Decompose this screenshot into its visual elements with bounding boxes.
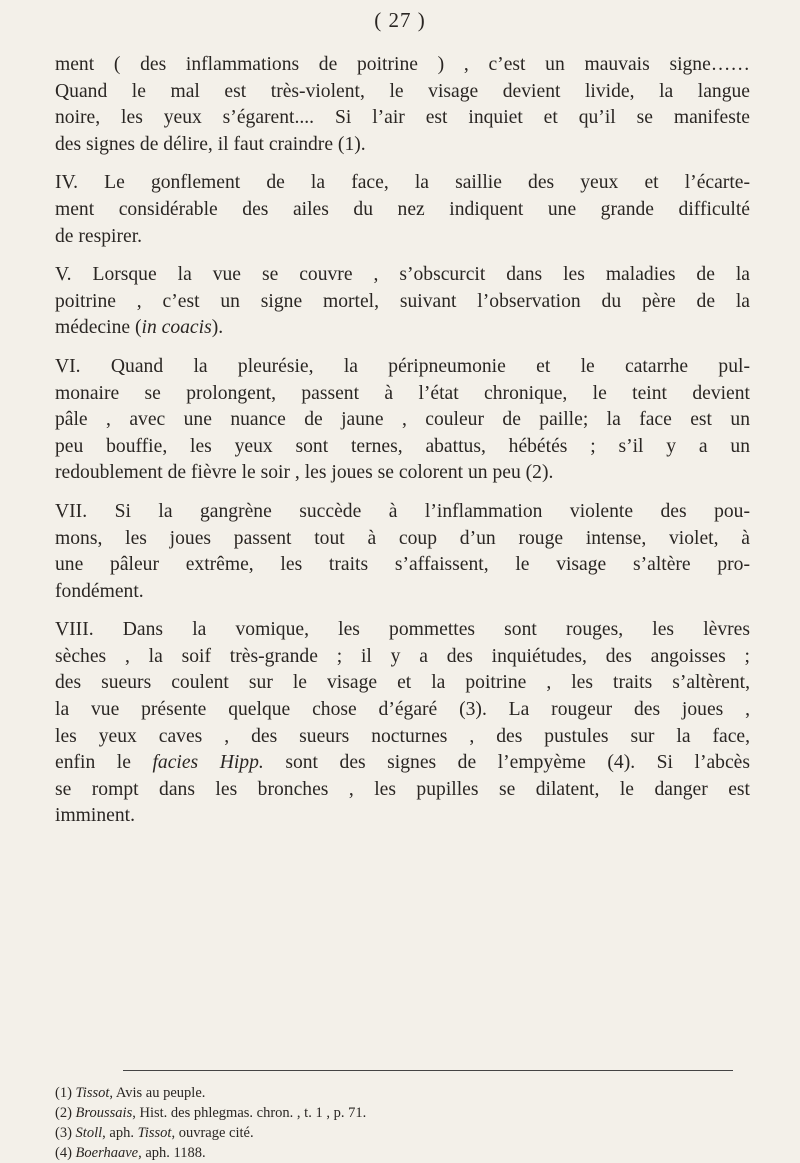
footnote-author: Stoll xyxy=(75,1125,103,1141)
paragraph-iv xyxy=(55,170,750,250)
footnote-mark: (2) xyxy=(55,1105,76,1121)
footnote-text: , Hist. des phlegmas. chron. , t. 1 , p. 71. xyxy=(132,1105,367,1121)
text-line: pâle , avec une nuance de jaune , couleur de paille; la face est un xyxy=(55,409,750,431)
text-line: ment ( des inflammations de poitrine ) , c’est un mauvais signe…… xyxy=(55,54,750,75)
text-line: VII. Si la gangrène succède à l’inflammation violente des pou- xyxy=(55,500,750,522)
footnote-author: Boerhaave xyxy=(75,1145,139,1161)
page-number: ( 27 ) xyxy=(374,8,426,32)
footnote-text: , aph. xyxy=(102,1125,138,1141)
footnote-2 xyxy=(55,1103,695,1123)
footnote-text: , aph. 1188. xyxy=(138,1145,206,1161)
paragraph-vi xyxy=(55,354,750,487)
footnote-text: , ouvrage cité. xyxy=(171,1125,254,1141)
latin-term: facies Hipp. xyxy=(152,752,264,774)
text-line: VIII. Dans la vomique, les pommettes sont rouges, les lèvres xyxy=(55,619,750,641)
text-line: des sueurs coulent sur le visage et la poitrine , les traits s’altèrent, xyxy=(55,672,750,694)
footnote-divider xyxy=(123,1070,733,1071)
text-line: peu bouffie, les yeux sont ternes, abattus, hébétés ; s’il y a un xyxy=(55,435,750,457)
text-run: sont des signes de l’empyème (4). Si l’abcès xyxy=(263,752,751,774)
footnotes xyxy=(55,1083,695,1163)
text-line: noire, les yeux s’égarent.... Si l’air est inquiet et qu’il se manifeste xyxy=(55,107,750,129)
text-line: VI. Quand la pleurésie, la péripneumonie et le catarrhe pul- xyxy=(55,355,750,377)
footnote-4 xyxy=(55,1143,695,1163)
text-line: de respirer. xyxy=(55,225,143,247)
footnote-author: Broussais xyxy=(75,1105,133,1121)
text-line: monaire se prolongent, passent à l’état chronique, le teint devient xyxy=(55,382,750,404)
text-line xyxy=(55,750,750,777)
text-line: Quand le mal est très-violent, le visage devient livide, la langue xyxy=(55,80,750,102)
footnote-author: Tissot xyxy=(137,1125,172,1141)
footnote-3 xyxy=(55,1123,695,1143)
text-line xyxy=(55,315,750,342)
text-line: la vue présente quelque chose d’égaré (3). La rougeur des joues , xyxy=(55,699,750,721)
paragraph-vii xyxy=(55,499,750,605)
text-line: redoublement de fièvre le soir , les joues se colorent un peu (2). xyxy=(55,462,554,484)
text-line: des signes de délire, il faut craindre (1). xyxy=(55,133,366,155)
text-line: ment considérable des ailes du nez indiquent une grande difficulté xyxy=(55,198,750,220)
footnote-1 xyxy=(55,1083,695,1103)
footnote-author: Tissot xyxy=(75,1085,110,1101)
body-text xyxy=(55,52,750,842)
text-run: médecine ( xyxy=(55,317,142,339)
paragraph-v xyxy=(55,262,750,342)
footnote-mark: (1) xyxy=(55,1085,76,1101)
text-line: imminent. xyxy=(55,805,136,827)
text-run: enfin le xyxy=(55,752,153,774)
text-line: V. Lorsque la vue se couvre , s’obscurcit dans les maladies de la xyxy=(55,264,750,286)
paragraph-viii xyxy=(55,617,750,830)
text-line: les yeux caves , des sueurs nocturnes , des pustules sur la face, xyxy=(55,725,750,747)
footnote-text: , Avis au peuple. xyxy=(109,1085,206,1101)
text-run: ). xyxy=(211,317,224,339)
text-line: mons, les joues passent tout à coup d’un rouge intense, violet, à xyxy=(55,527,750,549)
text-line: fondément. xyxy=(55,580,144,602)
text-line: IV. Le gonflement de la face, la saillie des yeux et l’écarte- xyxy=(55,172,750,194)
paragraph-continuation xyxy=(55,52,750,158)
footnote-mark: (3) xyxy=(55,1125,76,1141)
text-line: se rompt dans les bronches , les pupilles se dilatent, le danger est xyxy=(55,778,750,800)
footnote-mark: (4) xyxy=(55,1145,76,1161)
text-line: poitrine , c’est un signe mortel, suivant l’observation du père de la xyxy=(55,290,750,312)
text-line: une pâleur extrême, les traits s’affaissent, le visage s’altère pro- xyxy=(55,554,750,576)
latin-citation: in coacis xyxy=(141,317,212,339)
text-line: sèches , la soif très-grande ; il y a des inquiétudes, des angoisses ; xyxy=(55,645,750,667)
